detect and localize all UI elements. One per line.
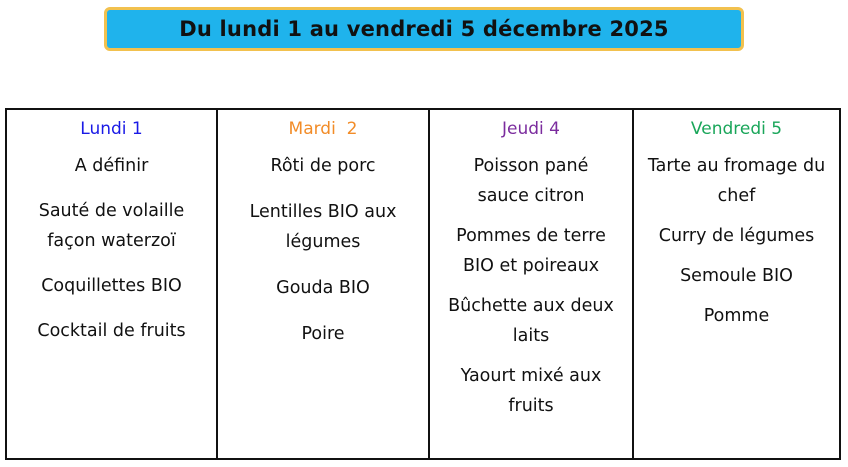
dish-item: Coquillettes BIO: [41, 276, 182, 296]
dish-item: Gouda BIO: [276, 278, 370, 298]
day-header: Lundi 1: [80, 119, 143, 139]
day-column-lundi: [7, 110, 218, 458]
dish-item: Curry de légumes: [658, 226, 815, 246]
dish-item: Bûchette aux deux laits: [448, 296, 614, 346]
dish-item: Yaourt mixé aux fruits: [460, 366, 602, 416]
title-banner: [104, 7, 744, 51]
day-header: Jeudi 4: [502, 119, 560, 139]
dish-item: Pommes de terre BIO et poireaux: [456, 226, 606, 276]
day-column-vendredi: [634, 110, 839, 458]
dish-item: Rôti de porc: [270, 156, 376, 176]
dish-item: Tarte au fromage du chef: [647, 156, 826, 206]
page-title: Du lundi 1 au vendredi 5 décembre 2025: [179, 17, 669, 41]
menu-table: [5, 108, 841, 460]
dish-item: Poisson pané sauce citron: [473, 156, 589, 206]
dish-item: Cocktail de fruits: [37, 321, 186, 341]
day-column-mardi: [218, 110, 430, 458]
day-column-jeudi: [430, 110, 634, 458]
dish-item: Poire: [301, 324, 345, 344]
dish-item: Pomme: [703, 306, 770, 326]
dish-item: Sauté de volaille façon waterzoï: [38, 201, 185, 251]
dish-item: Lentilles BIO aux légumes: [249, 202, 397, 252]
day-header: Vendredi 5: [690, 119, 783, 139]
dish-item: A définir: [74, 156, 149, 176]
day-header: Mardi 2: [288, 119, 358, 139]
dish-item: Semoule BIO: [680, 266, 793, 286]
